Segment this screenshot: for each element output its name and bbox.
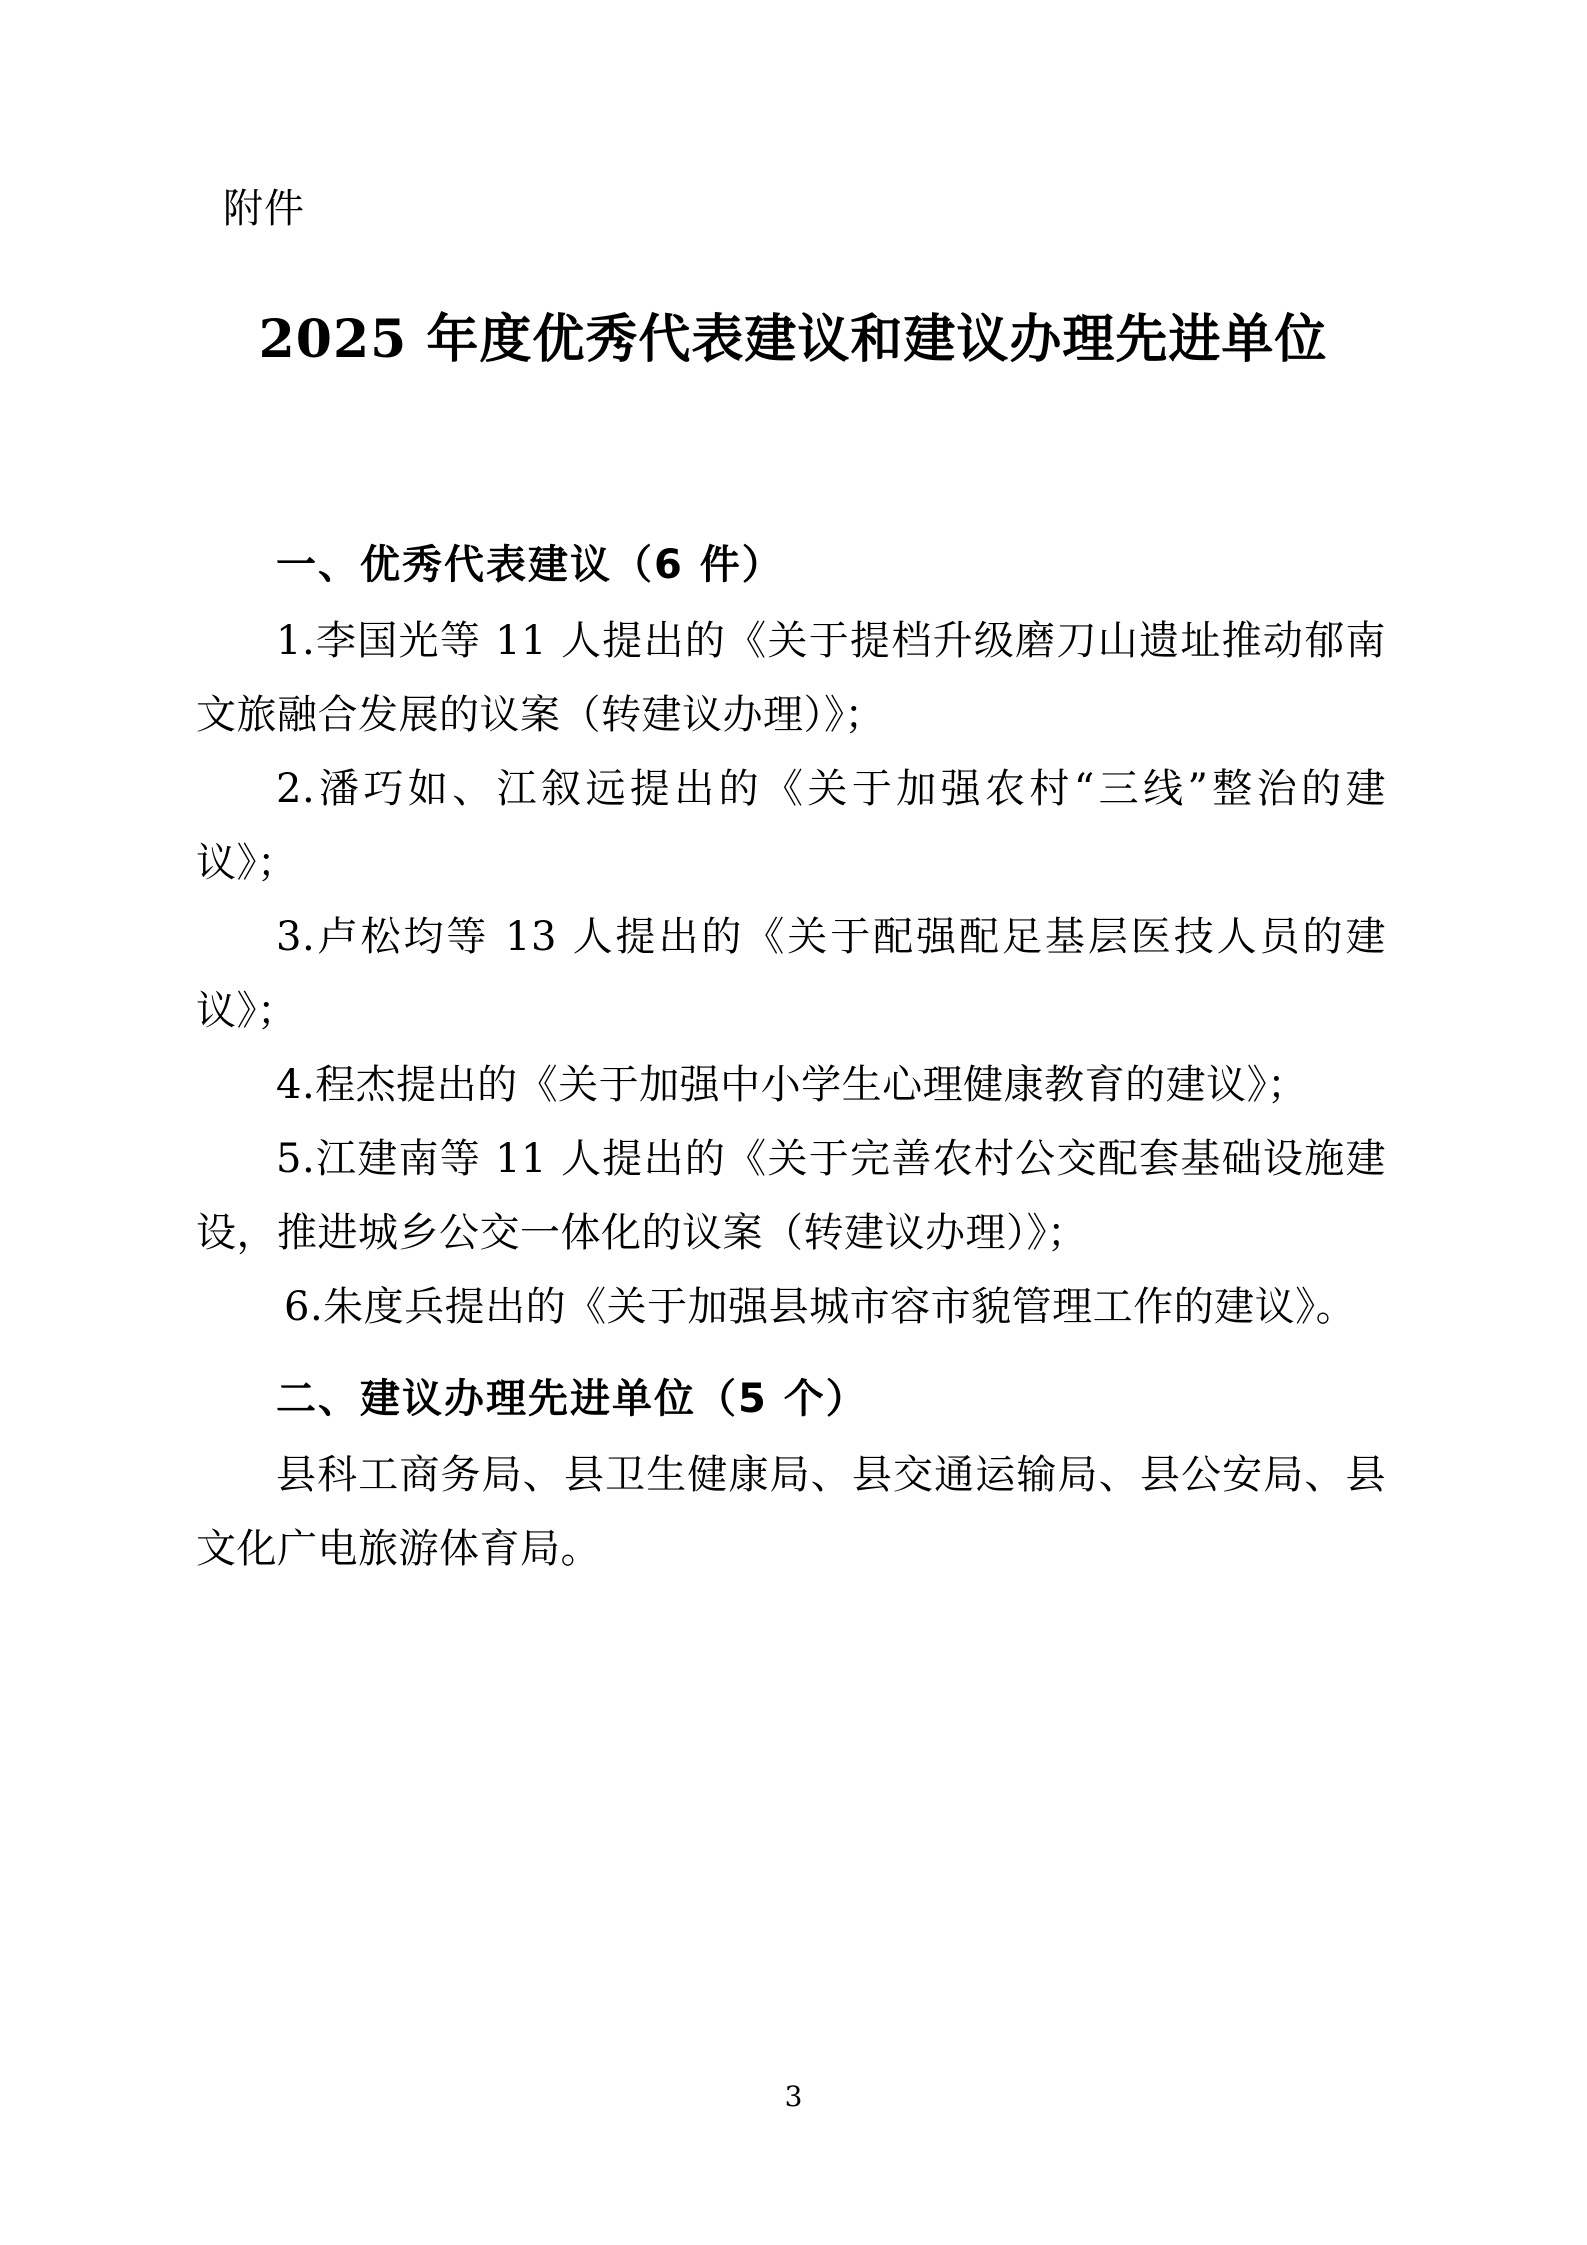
list-item: 县科工商务局、县卫生健康局、县交通运输局、县公安局、县文化广电旅游体育局。 <box>196 1452 1386 1572</box>
document-body <box>196 510 1386 1586</box>
section-heading-1: 一、优秀代表建议（6 件） <box>276 542 784 588</box>
list-item: 5.江建南等 11 人提出的《关于完善农村公交配套基础设施建设，推进城乡公交一体化的议案（转建议办理）》； <box>196 1136 1386 1256</box>
page-number: 3 <box>784 2080 803 2113</box>
list-item: 1.李国光等 11 人提出的《关于提档升级磨刀山遗址推动郁南文旅融合发展的议案（转建议办理）》； <box>196 618 1386 738</box>
attachment-label: 附件 <box>223 186 305 232</box>
list-item: 2.潘巧如、江叙远提出的《关于加强农村“三线”整治的建议》； <box>196 766 1386 886</box>
section-heading-2: 二、建议办理先进单位（5 个） <box>276 1376 868 1422</box>
list-item: 4.程杰提出的《关于加强中小学生心理健康教育的建议》； <box>276 1062 1308 1108</box>
list-item: 6.朱度兵提出的《关于加强县城市容市貌管理工作的建议》。 <box>284 1284 1357 1330</box>
page-title: 2025 年度优秀代表建议和建议办理先进单位 <box>258 309 1328 370</box>
list-item: 3.卢松均等 13 人提出的《关于配强配足基层医技人员的建议》； <box>196 914 1386 1034</box>
